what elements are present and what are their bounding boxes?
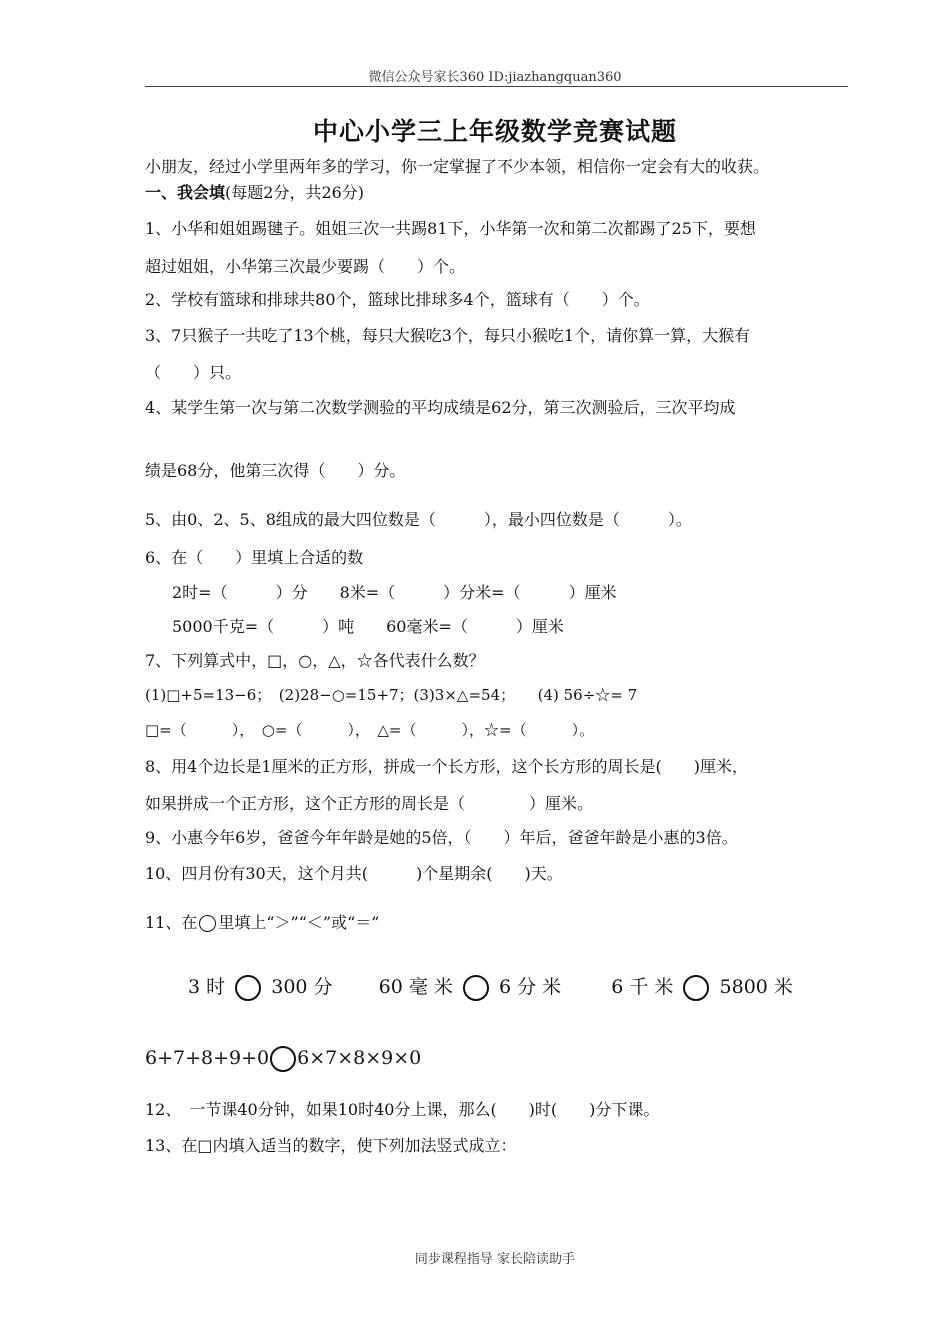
compare-4-circle-icon[interactable] [270, 1046, 296, 1072]
compare-3-left: 6 千 米 [611, 976, 674, 998]
header-divider [145, 86, 848, 87]
compare-3-circle-icon[interactable] [683, 975, 709, 1001]
question-6-line-2: 2时=（ ）分 8米=（ ）分米=（ ）厘米 [172, 583, 617, 602]
compare-row-2 [145, 1046, 421, 1072]
circle-icon [199, 915, 216, 932]
question-3-line-1: 3、7只猴子一共吃了13个桃，每只大猴吃3个，每只小猴吃1个，请你算一算，大猴有 [145, 326, 751, 345]
question-2: 2、学校有篮球和排球共80个，篮球比排球多4个，篮球有（ ）个。 [145, 290, 650, 309]
question-8-line-1: 8、用4个边长是1厘米的正方形，拼成一个长方形，这个长方形的周长是( )厘米， [145, 757, 749, 776]
page-title: 中心小学三上年级数学竞赛试题 [312, 117, 677, 146]
q11-suffix: 里填上“＞”“＜”或“＝” [218, 913, 380, 932]
section-score: (每题2分，共26分) [225, 183, 365, 202]
compare-2-right: 6 分 米 [499, 976, 562, 998]
question-11-instruction [145, 910, 379, 933]
question-6-line-1: 6、在（ ）里填上合适的数 [145, 548, 364, 567]
question-7-line-3: □=（ ）， ○=（ ）， △=（ ），☆=（ ）。 [145, 721, 595, 739]
compare-2-left: 60 毫 米 [378, 976, 453, 998]
question-4-line-2: 绩是68分，他第三次得（ ）分。 [145, 461, 406, 480]
compare-2-circle-icon[interactable] [463, 975, 489, 1001]
question-10: 10、四月份有30天，这个月共( )个星期余( )天。 [145, 864, 563, 883]
intro-text: 小朋友，经过小学里两年多的学习，你一定掌握了不少本领，相信你一定会有大的收获。 [145, 157, 770, 176]
compare-3-right: 5800 米 [719, 976, 793, 998]
page-header: 微信公众号家长360 ID:jiazhangquan360 [368, 70, 622, 85]
compare-1-left: 3 时 [188, 976, 226, 998]
compare-1-circle-icon[interactable] [235, 975, 261, 1001]
section-heading [145, 180, 364, 203]
question-4-line-1: 4、某学生第一次与第二次数学测验的平均成绩是62分，第三次测验后，三次平均成 [145, 398, 736, 417]
question-3-line-2: （ ）只。 [145, 363, 242, 382]
compare-4-right: 6×7×8×9×0 [297, 1047, 422, 1069]
compare-4-left: 6+7+8+9+0 [145, 1047, 270, 1069]
question-13: 13、在□内填入适当的数字，使下列加法竖式成立： [145, 1136, 517, 1155]
compare-row [188, 972, 793, 1001]
question-12: 12、 一节课40分钟，如果10时40分上课，那么( )时( )分下课。 [145, 1100, 660, 1119]
compare-1-right: 300 分 [271, 976, 333, 998]
q11-prefix: 11、在 [145, 913, 198, 932]
question-7-line-1: 7、下列算式中，□，○，△，☆各代表什么数？ [145, 651, 485, 670]
question-6-line-3: 5000千克=（ ）吨 60毫米=（ ）厘米 [172, 617, 564, 636]
question-7-line-2: (1)□+5=13−6； (2)28−○=15+7；(3)3×△=54； (4) 56÷☆= 7 [145, 686, 638, 704]
section-label: 一、我会填 [145, 183, 226, 202]
page-footer: 同步课程指导 家长陪读助手 [414, 1252, 576, 1267]
question-1-line-2: 超过姐姐，小华第三次最少要踢（ ）个。 [145, 257, 466, 276]
question-8-line-2: 如果拼成一个正方形，这个正方形的周长是（ ）厘米。 [145, 794, 594, 813]
question-1-line-1: 1、小华和姐姐踢毽子。姐姐三次一共踢81下，小华第一次和第二次都踢了25下，要想 [145, 219, 756, 238]
question-5: 5、由0、2、5、8组成的最大四位数是（ ），最小四位数是（ ）。 [145, 510, 692, 529]
question-9: 9、小惠今年6岁，爸爸今年年龄是她的5倍，（ ）年后，爸爸年龄是小惠的3倍。 [145, 828, 738, 847]
